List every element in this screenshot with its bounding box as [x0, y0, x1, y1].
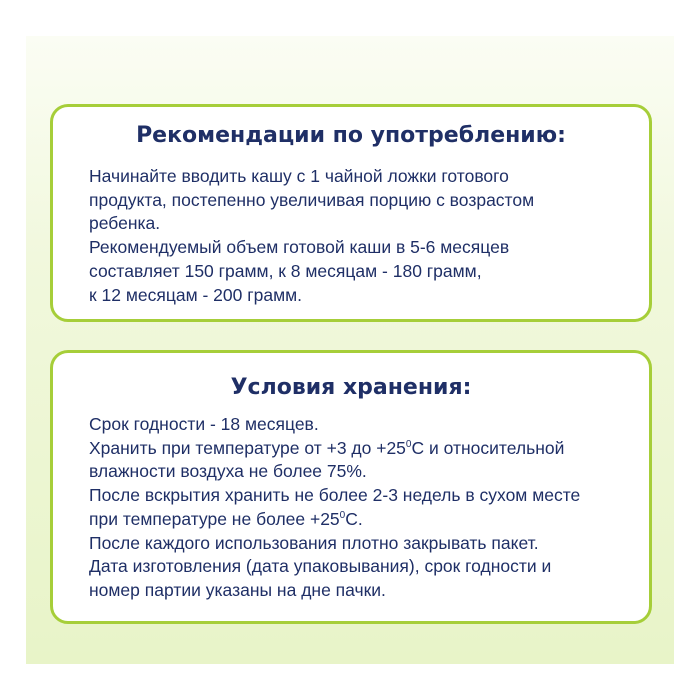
storage-line: После вскрытия хранить не более 2-3 недель в сухом месте	[89, 485, 581, 506]
storage-text	[89, 413, 635, 603]
storage-line-text: С и относительной	[411, 437, 565, 458]
storage-line-text: С.	[345, 508, 363, 529]
storage-line	[89, 508, 635, 532]
storage-line	[89, 437, 635, 461]
usage-line: продукта, постепенно увеличивая порцию с возрастом	[89, 189, 535, 210]
usage-line: Рекомендуемый объем готовой каши в 5-6 месяцев	[89, 237, 510, 258]
usage-line: составляет 150 грамм, к 8 месяцам - 180 грамм,	[89, 260, 482, 281]
storage-line: влажности воздуха не более 75%.	[89, 461, 367, 482]
degree-superscript: 0	[405, 438, 412, 450]
usage-text	[89, 165, 635, 307]
storage-conditions-card	[50, 350, 652, 624]
storage-line: Дата изготовления (дата упаковывания), срок годности и	[89, 556, 552, 577]
storage-line: После каждого использования плотно закрывать пакет.	[89, 532, 539, 553]
storage-line-text: при температуре не более +25	[89, 508, 340, 529]
storage-line: Срок годности - 18 месяцев.	[89, 414, 319, 434]
usage-line: Начинайте вводить кашу с 1 чайной ложки готового	[89, 166, 509, 186]
storage-line-text: Хранить при температуре от +3 до +25	[89, 437, 406, 458]
storage-line: номер партии указаны на дне пачки.	[89, 579, 386, 600]
degree-superscript: 0	[339, 509, 346, 521]
usage-line: к 12 месяцам - 200 грамм.	[89, 284, 303, 305]
usage-recommendations-card	[50, 104, 652, 322]
usage-title: Рекомендации по употреблению:	[136, 123, 566, 148]
usage-line: ребенка.	[89, 213, 161, 234]
storage-title: Условия хранения:	[230, 375, 472, 400]
